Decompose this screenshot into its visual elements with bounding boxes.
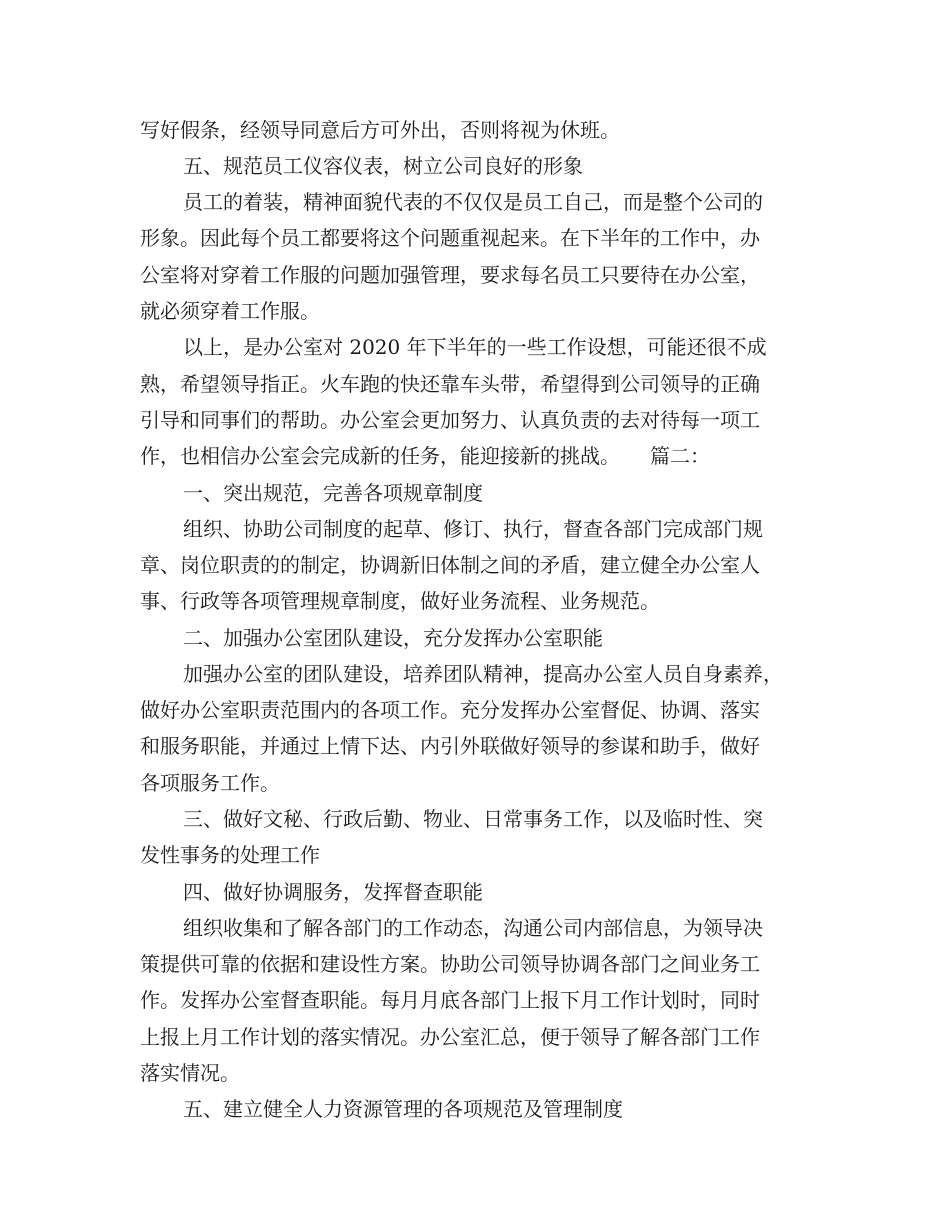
text-line: 作，也相信办公室会完成新的任务，能迎接新的挑战。 篇二：: [140, 444, 710, 468]
text-line: 各项服务工作。: [140, 771, 280, 795]
text-line: 组织、协助公司制度的起草、修订、执行，督查各部门完成部门规: [183, 517, 763, 541]
text-line: 和服务职能，并通过上情下达、内引外联做好领导的参谋和助手，做好: [140, 734, 760, 758]
text-line: 上报上月工作计划的落实情况。办公室汇总，便于领导了解各部门工作: [140, 1025, 760, 1049]
section-heading: 三、做好文秘、行政后勤、物业、日常事务工作，以及临时性、突: [183, 807, 763, 831]
text-line: 引导和同事们的帮助。办公室会更加努力、认真负责的去对待每一项工: [140, 408, 760, 432]
text-line: 策提供可靠的依据和建设性方案。协助公司领导协调各部门之间业务工: [140, 952, 760, 976]
text-line: 加强办公室的团队建设，培养团队精神，提高办公室人员自身素养，: [183, 662, 783, 686]
text-line: 写好假条，经领导同意后方可外出，否则将视为休班。: [140, 118, 620, 142]
text-line: 作。发挥办公室督查职能。每月月底各部门上报下月工作计划时，同时: [140, 988, 760, 1012]
section-heading: 二、加强办公室团队建设，充分发挥办公室职能: [183, 626, 603, 650]
text-line: 员工的着装，精神面貌代表的不仅仅是员工自己，而是整个公司的: [183, 190, 763, 214]
text-line: 形象。因此每个员工都要将这个问题重视起来。在下半年的工作中，办: [140, 226, 760, 250]
section-heading: 四、做好协调服务，发挥督查职能: [183, 880, 483, 904]
text-line: 就必须穿着工作服。: [140, 299, 320, 323]
text-line: 事、行政等各项管理规章制度，做好业务流程、业务规范。: [140, 589, 660, 613]
text-line: 落实情况。: [140, 1061, 240, 1085]
text-line: 公室将对穿着工作服的问题加强管理，要求每名员工只要待在办公室，: [140, 263, 760, 287]
text-line: 做好办公室职责范围内的各项工作。充分发挥办公室督促、协调、落实: [140, 698, 760, 722]
section-heading: 五、规范员工仪容仪表，树立公司良好的形象: [183, 154, 583, 178]
section-heading: 五、建立健全人力资源管理的各项规范及管理制度: [183, 1097, 623, 1121]
text-line: 熟，希望领导指正。火车跑的快还靠车头带，希望得到公司领导的正确: [140, 372, 760, 396]
text-line: 组织收集和了解各部门的工作动态，沟通公司内部信息，为领导决: [183, 916, 763, 940]
text-line: 发性事务的处理工作: [140, 843, 320, 867]
text-line: 以上，是办公室对 2020 年下半年的一些工作设想，可能还很不成: [183, 335, 767, 359]
text-line: 章、岗位职责的的制定，协调新旧体制之间的矛盾，建立健全办公室人: [140, 553, 760, 577]
section-heading: 一、突出规范，完善各项规章制度: [183, 481, 483, 505]
